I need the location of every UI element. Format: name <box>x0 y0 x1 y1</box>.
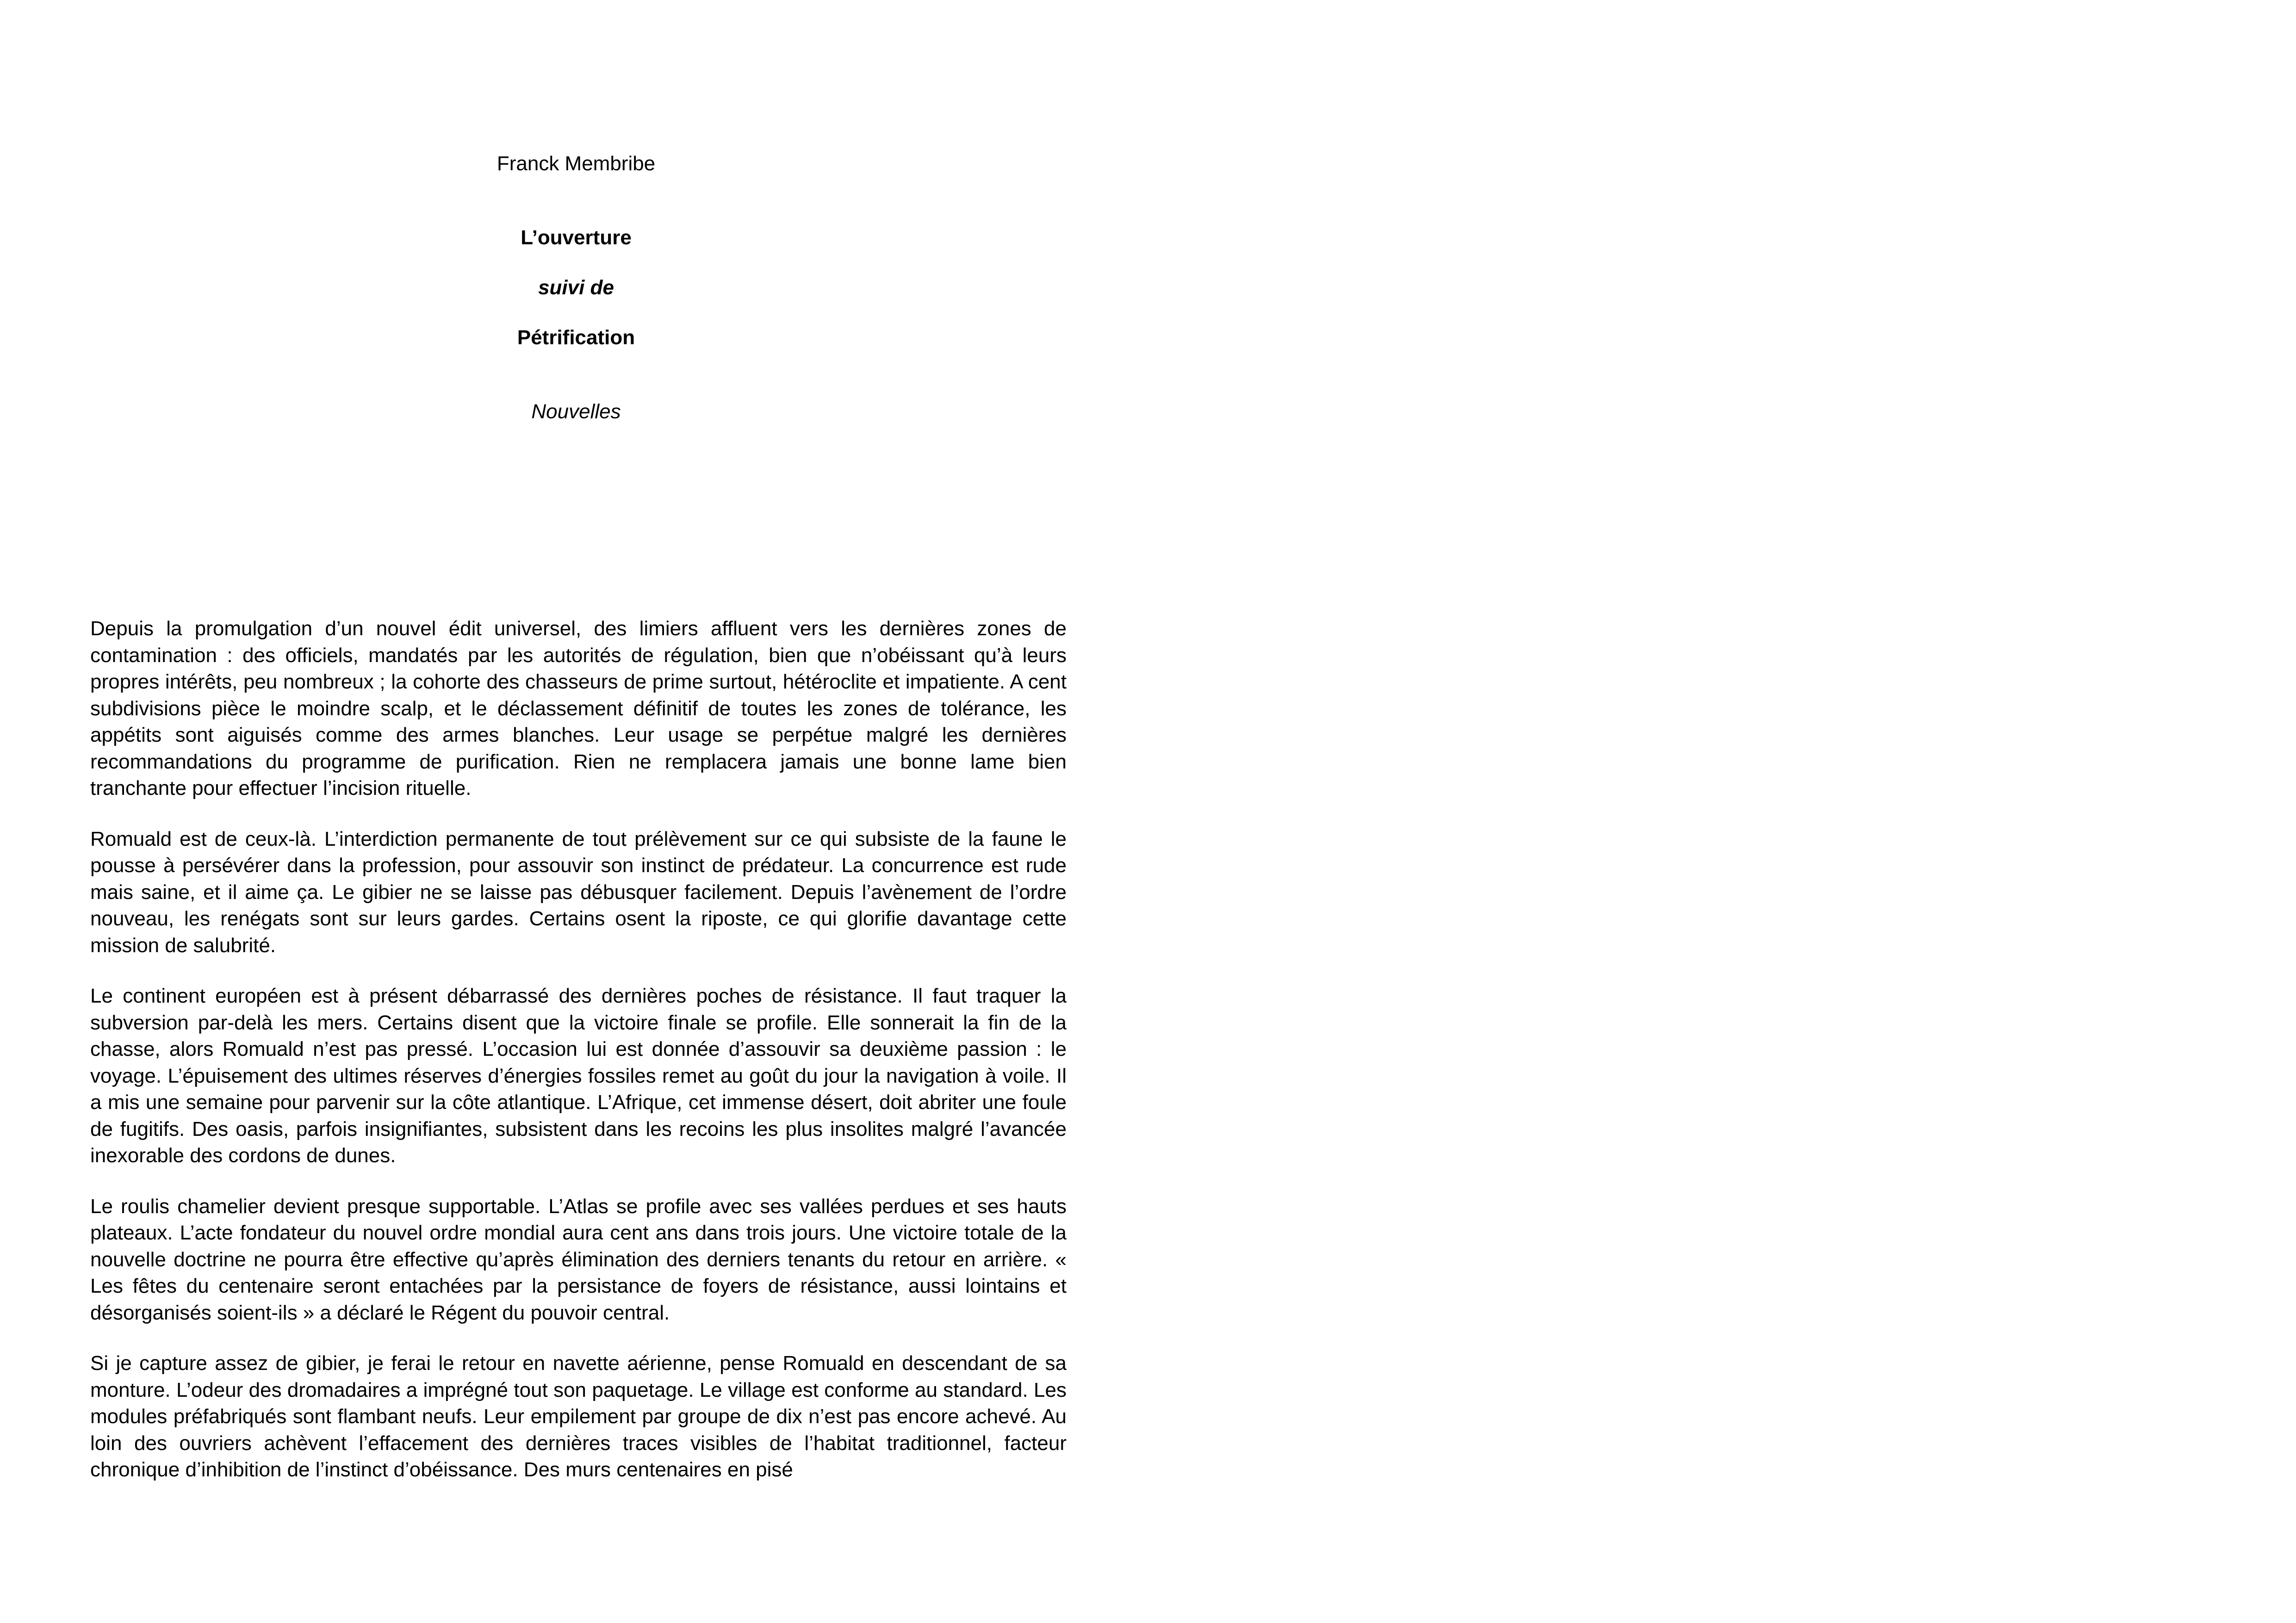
paragraph: Romuald est de ceux-là. L’interdiction permanente de tout prélèvement sur ce qui subsiste de la faune le pousse à persévérer dans la profession, pour assouvir son instinct de prédateur. La concurrence est rude mais saine, et il aime ça. Le gibier ne se laisse pas débusquer facilement. Depuis l’avènement de l’ordre nouveau, les renégats sont sur leurs gardes. Certains osent la riposte, ce qui glorifie davantage cette mission de salubrité. <box>90 827 1067 957</box>
title-connector: suivi de <box>538 276 614 299</box>
author-name: Franck Membribe <box>496 152 656 175</box>
second-title: Pétrification <box>517 326 635 349</box>
left-column-text <box>90 615 1067 1483</box>
book-title: L’ouverture <box>521 226 632 249</box>
paragraph: Le roulis chamelier devient presque supportable. L’Atlas se profile avec ses vallées perdues et ses hauts plateaux. L’acte fondateur du nouvel ordre mondial aura cent ans dans trois jours. Une victoire totale de la nouvelle doctrine ne pourra être effective qu’après élimination des derniers tenants du retour en arrière. « Les fêtes du centenaire seront entachées par la persistance de foyers de résistance, aussi lointains et désorganisés soient-ils » a déclaré le Régent du pouvoir central. <box>90 1195 1067 1324</box>
paragraph: Si je capture assez de gibier, je ferai le retour en navette aérienne, pense Romuald en descendant de sa monture. L’odeur des dromadaires a imprégné tout son paquetage. Le village est conforme au standard. Les modules préfabriqués sont flambant neufs. Leur empilement par groupe de dix n’est pas encore achevé. Au loin des ouvriers achèvent l’effacement des dernières traces visibles de l’habitat traditionnel, facteur chronique d’inhibition de l’instinct d’obéissance. Des murs centenaires en pisé <box>90 1352 1067 1481</box>
paragraph: Depuis la promulgation d’un nouvel édit universel, des limiers affluent vers les dernières zones de contamination : des officiels, mandatés par les autorités de régulation, bien que n’obéissant qu’à leurs propres intérêts, peu nombreux ; la cohorte des chasseurs de prime surtout, hétéroclite et impatiente. A cent subdivisions pièce le moindre scalp, et le déclassement définitif de toutes les zones de tolérance, les appétits sont aiguisés comme des armes blanches. Leur usage se perpétue malgré les dernières recommandations du programme de purification. Rien ne remplacera jamais une bonne lame bien tranchante pour effectuer l’incision rituelle. <box>90 617 1067 799</box>
genre-label: Nouvelles <box>531 400 621 423</box>
right-page <box>1148 0 2296 1623</box>
paragraph: Le continent européen est à présent débarrassé des dernières poches de résistance. Il faut traquer la subversion par-delà les mers. Certains disent que la victoire finale se profile. Elle sonnerait la fin de la chasse, alors Romuald n’est pas pressé. L’occasion lui est donnée d’assouvir sa deuxième passion : le voyage. L’épuisement des ultimes réserves d’énergies fossiles remet au goût du jour la navigation à voile. Il a mis une semaine pour parvenir sur la côte atlantique. L’Afrique, cet immense désert, doit abriter une foule de fugitifs. Des oasis, parfois insignifiantes, subsistent dans les recoins les plus insolites malgré l’avancée inexorable des cordons de dunes. <box>90 985 1067 1167</box>
